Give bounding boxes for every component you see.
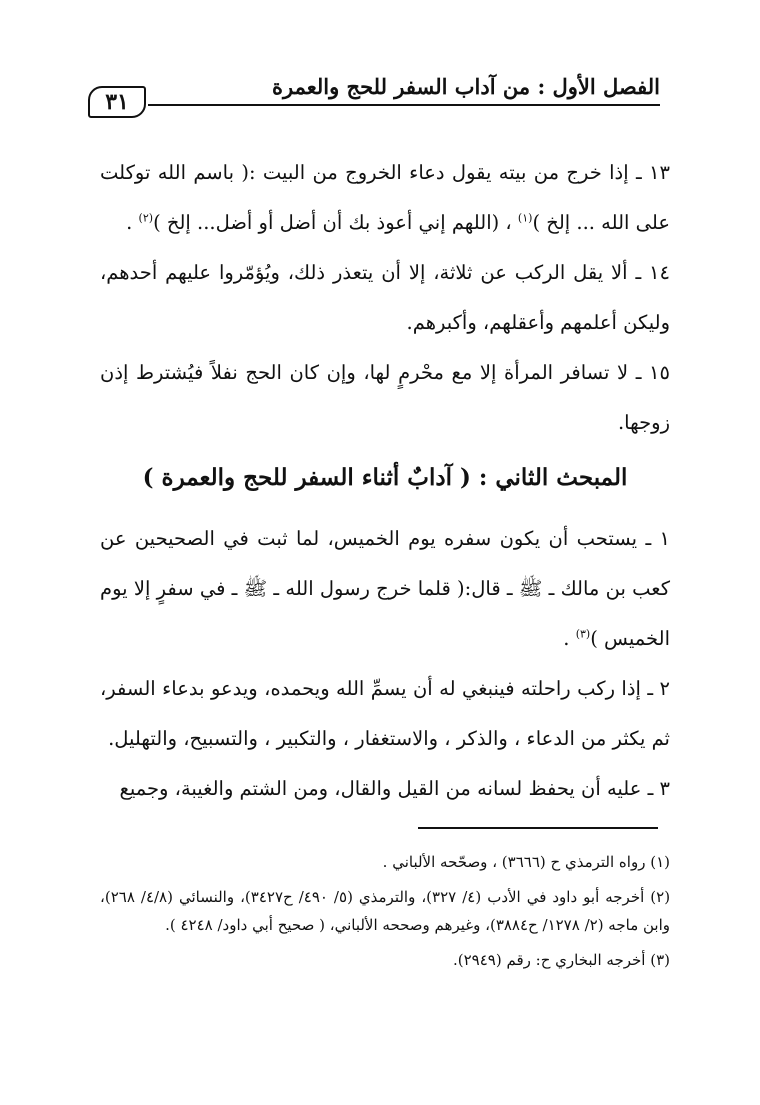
footnote-ref-2[interactable]: (٢) [138,211,154,225]
paragraph-14: ١٤ ـ ألا يقل الركب عن ثلاثة، إلا أن يتعذر ذلك، ويُؤمّروا عليهم أحدهم، وليكن أعلمهم وأعقلهم، وأكبرهم. [100,261,670,334]
running-header [88,72,660,114]
header-rule [148,104,660,106]
page-number-badge [88,86,146,118]
footnote-ref-3[interactable]: (٣) [575,627,591,641]
paragraph-15: ١٥ ـ لا تسافر المرأة إلا مع محْرمٍ لها، وإن كان الحج نفلاً فيُشترط إذن زوجها. [100,361,670,434]
page-number: ٣١ [105,89,129,115]
paragraph-b1: ١ ـ يستحب أن يكون سفره يوم الخميس، لما ثبت في الصحيحين عن كعب بن مالك ـ ﷺ ـ قال:( قلما خرج رسول الله ـ ﷺ ـ في سفرٍ إلا يوم الخميس )$^{(٣)}$ . [100,527,670,650]
footnote-1: (١) رواه الترمذي ح (٣٦٦٦) ، وصحّحه الألباني . [382,853,670,871]
chapter-title: الفصل الأول : من آداب السفر للحج والعمرة [271,74,660,99]
paragraph-b3: ٣ ـ عليه أن يحفظ لسانه من القيل والقال، ومن الشتم والغيبة، وجميع [119,777,670,800]
footnotes [100,848,670,974]
paragraph-b2: ٢ ـ إذا ركب راحلته فينبغي له أن يسمِّ الله ويحمده، ويدعو بدعاء السفر، ثم يكثر من الدعاء ، والذكر ، والاستغفار ، والتكبير ، والتسبيح، والتهليل. [100,677,670,750]
footnote-2: (٢) أخرجه أبو داود في الأدب (٤/ ٣٢٧)، والترمذي (٥/ ٤٩٠/ ح٣٤٢٧)، والنسائي (٤/٨/ ٢٦٨)، وابن ماجه (٢/ ١٢٧٨/ ح٣٨٨٤)، وغيرهم وصححه الألباني، ( صحيح أبي داود/ ٤٢٤٨ ). [100,887,671,934]
footnote-separator [418,827,658,829]
main-text [100,148,670,814]
section-heading: المبحث الثاني : ( آدابٌ أثناء السفر للحج والعمرة ) [142,464,628,491]
footnote-ref-1[interactable]: (١) [517,211,533,225]
footnote-3: (٣) أخرجه البخاري ح: رقم (٢٩٤٩). [453,950,670,969]
paragraph-13: ١٣ ـ إذا خرج من بيته يقول دعاء الخروج من البيت :( باسم الله توكلت على الله ... إلخ )$^{(١)}$ ، (اللهم إني أعوذ بك أن أضل أو أضل... إلخ )$^{(٢)}$ . [100,161,670,234]
